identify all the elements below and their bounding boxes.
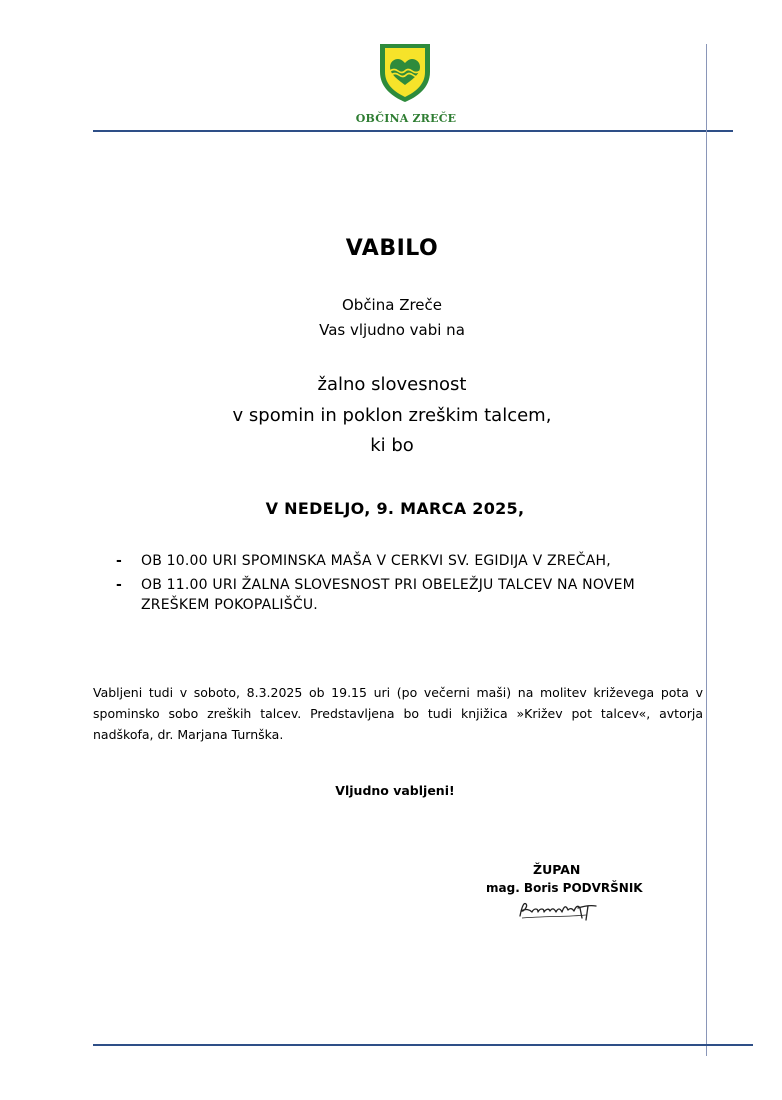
schedule-list (116, 551, 676, 619)
document-title: VABILO (345, 236, 439, 261)
margin-line (706, 44, 707, 1056)
list-dash: - (116, 553, 123, 569)
closing-greeting: Vljudno vabljeni! (335, 783, 455, 798)
list-dash: - (116, 577, 123, 593)
signatory-title: ŽUPAN (533, 862, 581, 877)
coat-of-arms-logo (370, 42, 440, 104)
event-line-3: ki bo (370, 435, 414, 456)
signatory-name: mag. Boris PODVRŠNIK (486, 881, 643, 895)
intro-line-2: Vas vljudno vabi na (319, 321, 465, 339)
footer-divider (93, 1044, 753, 1046)
schedule-item (116, 551, 676, 571)
coat-of-arms-icon (370, 42, 440, 104)
schedule-item-text: OB 11.00 URI ŽALNA SLOVESNOST PRI OBELEŽJU TALCEV NA NOVEM ZREŠKEM POKOPALIŠČU. (141, 577, 635, 613)
handwritten-signature (516, 896, 606, 922)
signature-icon (516, 896, 606, 922)
header-divider (93, 130, 733, 132)
schedule-item-text: OB 10.00 URI SPOMINSKA MAŠA V CERKVI SV. EGIDIJA V ZREČAH, (141, 553, 611, 569)
event-line-2: v spomin in poklon zreškim talcem, (232, 405, 552, 426)
intro-line-1: Občina Zreče (341, 296, 443, 314)
event-line-1: žalno slovesnost (317, 374, 467, 395)
event-date: V NEDELJO, 9. MARCA 2025, (265, 499, 525, 518)
additional-info-paragraph: Vabljeni tudi v soboto, 8.3.2025 ob 19.15 uri (po večerni maši) na molitev križevega pota v spominsko sobo zreških talcev. Predstavljena bo tudi knjižica »Križev pot talcev«, avtorja nadškofa, dr. Marjana Turnška. (93, 685, 703, 742)
schedule-item (116, 575, 676, 615)
org-name: OBČINA ZREČE (355, 112, 457, 125)
